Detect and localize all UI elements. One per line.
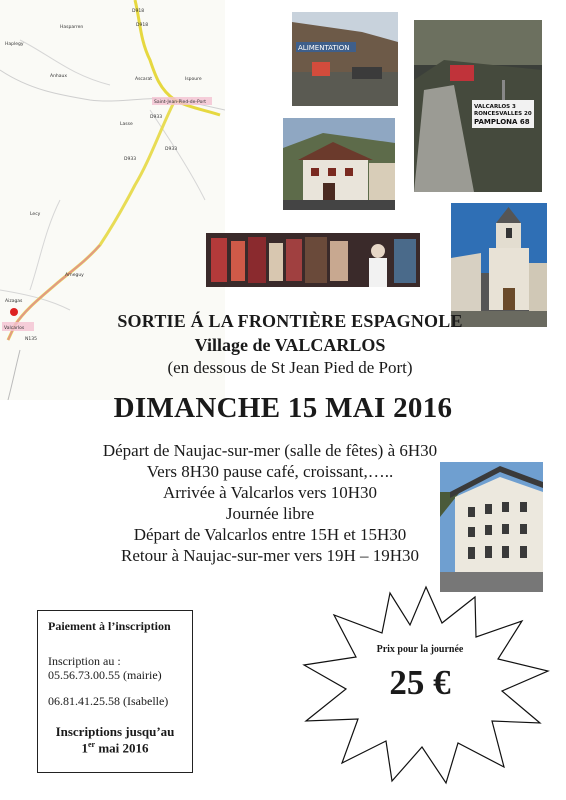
deadline-day: 1 [81,740,88,756]
shop-sign-text: ALIMENTATION [298,44,350,52]
deadline-month-year: mai 2016 [95,740,149,756]
schedule-line: Journée libre [225,504,315,523]
shop-street-photo [292,12,398,106]
map-label: Ispoure [185,77,202,82]
deadline-date [38,740,192,756]
event-heading: SORTIE Á LA FRONTIÈRE ESPAGNOLE [117,311,463,331]
basque-house-photo [283,118,395,210]
map-label: D918 [132,9,145,14]
village-name: Village de VALCARLOS [194,335,386,355]
phone-isabelle: 06.81.41.25.58 (Isabelle) [48,694,169,708]
map-label: Lecy [30,212,41,217]
map-label: Aizagas [5,299,23,304]
schedule-line: Départ de Valcarlos entre 15H et 15H30 [133,525,407,544]
map-label: D918 [136,23,149,28]
map-label: D933 [150,115,163,120]
schedule-line: Départ de Naujac-sur-mer (salle de fêtes) à 6H30 [102,441,438,460]
map-label: N135 [25,337,37,342]
road-sign-photo [414,20,542,192]
map-label: Anhaux [50,74,68,79]
sign-line: PAMPLONA 68 [474,118,530,126]
schedule-line: Vers 8H30 pause café, croissant,….. [146,462,394,481]
phone-mairie: 05.56.73.00.55 (mairie) [48,668,162,682]
price-value: 25 € [389,663,451,702]
schedule-line: Retour à Naujac-sur-mer vers 19H – 19H30 [120,546,419,565]
payment-title: Paiement à l’inscription [48,619,171,633]
map-label: Hasparren [60,25,84,30]
map-label: Lasse [120,122,133,127]
church-photo [451,203,547,327]
map-label: Arneguy [65,273,84,278]
sign-line: RONCESVALLES 20 [474,111,532,117]
village-location: (en dessous de St Jean Pied de Port) [167,358,413,377]
map-label: D933 [124,157,137,162]
map-label: Saint-Jean-Pied-de-Port [154,100,206,105]
sign-line: VALCARLOS 3 [474,104,516,110]
map-label: Ascarat [135,77,153,82]
map-label: Haplegy [5,42,24,47]
payment-box [37,610,193,773]
inscription-label: Inscription au : [48,654,121,668]
schedule-line: Arrivée à Valcarlos vers 10H30 [162,483,377,502]
deadline-line: Inscriptions jusqu’au [55,724,175,739]
map-label: D933 [165,147,178,152]
event-date: DIMANCHE 15 MAI 2016 [113,392,453,424]
deadline-sup: er [87,740,96,749]
market-shop-photo [206,233,420,287]
price-label: Prix pour la journée [376,644,464,655]
map-label: Valcarlos [4,326,25,331]
